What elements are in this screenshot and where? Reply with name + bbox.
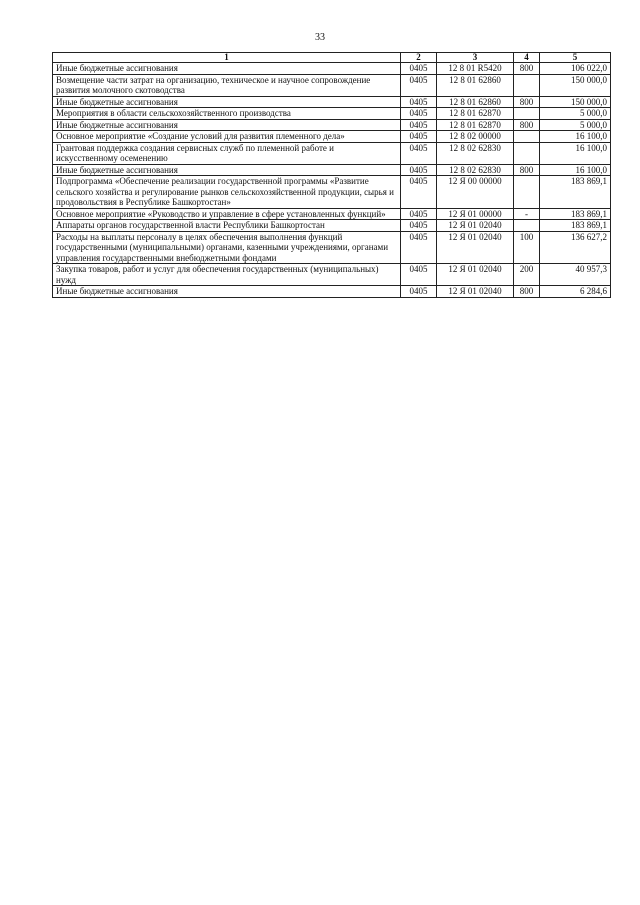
row-amount: 16 100,0 <box>540 131 611 143</box>
row-type: 800 <box>514 63 540 75</box>
row-code: 12 Я 01 02040 <box>437 220 514 232</box>
header-name: 1 <box>53 53 401 63</box>
table-row <box>53 164 611 176</box>
row-code: 12 Я 01 00000 <box>437 208 514 220</box>
row-amount: 6 284,6 <box>540 286 611 298</box>
row-section: 0405 <box>401 131 437 143</box>
row-type <box>514 176 540 209</box>
row-name: Иные бюджетные ассигнования <box>53 164 401 176</box>
table-row <box>53 231 611 264</box>
row-code: 12 8 01 62860 <box>437 74 514 96</box>
row-type <box>514 142 540 164</box>
row-code: 12 8 01 62870 <box>437 108 514 120</box>
row-amount: 183 869,1 <box>540 176 611 209</box>
row-section: 0405 <box>401 208 437 220</box>
table-row <box>53 208 611 220</box>
row-code: 12 Я 01 02040 <box>437 286 514 298</box>
row-amount: 16 100,0 <box>540 142 611 164</box>
row-name: Иные бюджетные ассигнования <box>53 119 401 131</box>
header-section: 2 <box>401 53 437 63</box>
table-row <box>53 96 611 108</box>
table-row <box>53 264 611 286</box>
row-section: 0405 <box>401 264 437 286</box>
row-name: Подпрограмма «Обеспечение реализации государственной программы «Развитие сельского хозяйства и регулирование рынков сельскохозяйственной продукции, сырья и продовольствия в Республике Башкортостан» <box>53 176 401 209</box>
row-amount: 150 000,0 <box>540 96 611 108</box>
row-type <box>514 131 540 143</box>
row-name: Иные бюджетные ассигнования <box>53 63 401 75</box>
row-code: 12 8 01 62870 <box>437 119 514 131</box>
row-name: Основное мероприятие «Руководство и управление в сфере установленных функций» <box>53 208 401 220</box>
row-section: 0405 <box>401 119 437 131</box>
row-name: Закупка товаров, работ и услуг для обеспечения государственных (муниципальных) нужд <box>53 264 401 286</box>
row-name: Расходы на выплаты персоналу в целях обеспечения выполнения функций государственными (муниципальными) органами, казенными учреждениями, органами управления государственными внебюджетными фондами <box>53 231 401 264</box>
row-amount: 16 100,0 <box>540 164 611 176</box>
row-amount: 183 869,1 <box>540 220 611 232</box>
row-amount: 106 022,0 <box>540 63 611 75</box>
row-name: Аппараты органов государственной власти Республики Башкортостан <box>53 220 401 232</box>
row-section: 0405 <box>401 220 437 232</box>
row-amount: 183 869,1 <box>540 208 611 220</box>
row-code: 12 8 01 62860 <box>437 96 514 108</box>
table-row <box>53 176 611 209</box>
row-code: 12 8 02 62830 <box>437 142 514 164</box>
row-amount: 136 627,2 <box>540 231 611 264</box>
row-amount: 150 000,0 <box>540 74 611 96</box>
row-name: Мероприятия в области сельскохозяйственного производства <box>53 108 401 120</box>
row-type: 100 <box>514 231 540 264</box>
row-name: Иные бюджетные ассигнования <box>53 96 401 108</box>
table-header-row <box>53 53 611 63</box>
row-amount: 40 957,3 <box>540 264 611 286</box>
row-section: 0405 <box>401 176 437 209</box>
row-section: 0405 <box>401 63 437 75</box>
table-row <box>53 142 611 164</box>
header-code: 3 <box>437 53 514 63</box>
row-type: 800 <box>514 164 540 176</box>
row-code: 12 Я 01 02040 <box>437 264 514 286</box>
table-row <box>53 119 611 131</box>
row-section: 0405 <box>401 108 437 120</box>
row-name: Грантовая поддержка создания сервисных служб по племенной работе и искусственному осеменению <box>53 142 401 164</box>
row-name: Основное мероприятие «Создание условий для развития племенного дела» <box>53 131 401 143</box>
row-code: 12 8 01 R5420 <box>437 63 514 75</box>
row-name: Иные бюджетные ассигнования <box>53 286 401 298</box>
table-row <box>53 63 611 75</box>
row-code: 12 Я 01 02040 <box>437 231 514 264</box>
table-row <box>53 131 611 143</box>
row-type: 800 <box>514 119 540 131</box>
row-name: Возмещение части затрат на организацию, техническое и научное сопровождение развития молочного скотоводства <box>53 74 401 96</box>
row-code: 12 8 02 00000 <box>437 131 514 143</box>
page-number: 33 <box>315 32 325 43</box>
table-row <box>53 74 611 96</box>
header-type: 4 <box>514 53 540 63</box>
row-type <box>514 74 540 96</box>
row-section: 0405 <box>401 231 437 264</box>
row-code: 12 8 02 62830 <box>437 164 514 176</box>
row-amount: 5 000,0 <box>540 108 611 120</box>
header-amount: 5 <box>540 53 611 63</box>
row-type <box>514 220 540 232</box>
row-section: 0405 <box>401 164 437 176</box>
budget-table <box>52 52 611 298</box>
table-row <box>53 108 611 120</box>
row-section: 0405 <box>401 74 437 96</box>
table-row <box>53 286 611 298</box>
row-section: 0405 <box>401 286 437 298</box>
row-code: 12 Я 00 00000 <box>437 176 514 209</box>
row-amount: 5 000,0 <box>540 119 611 131</box>
row-section: 0405 <box>401 96 437 108</box>
row-type: 800 <box>514 286 540 298</box>
row-type <box>514 108 540 120</box>
table-row <box>53 220 611 232</box>
row-type: 800 <box>514 96 540 108</box>
row-type: - <box>514 208 540 220</box>
row-type: 200 <box>514 264 540 286</box>
row-section: 0405 <box>401 142 437 164</box>
